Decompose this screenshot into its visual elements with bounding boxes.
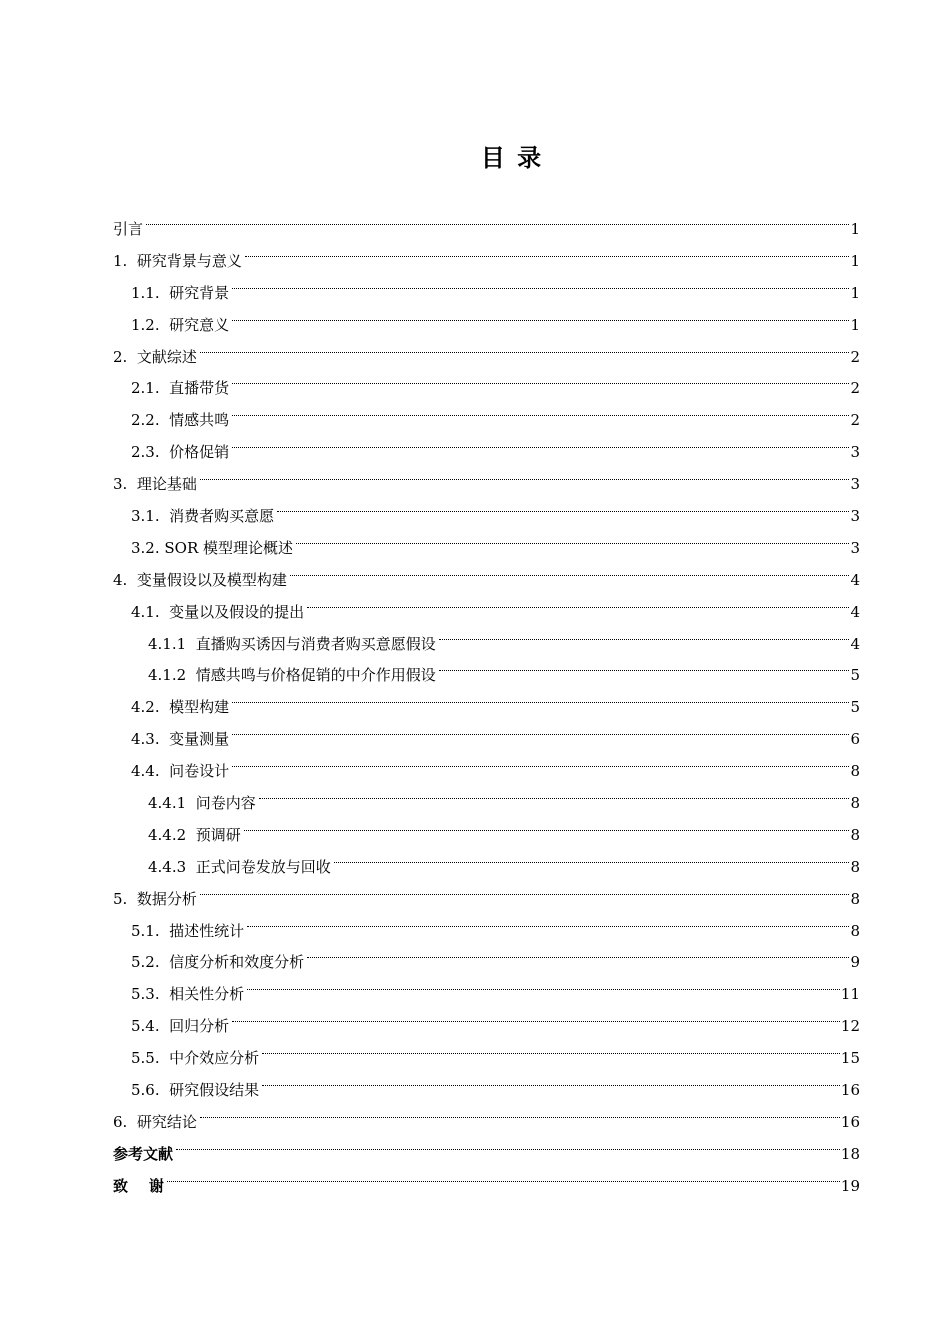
- toc-entry[interactable]: [113, 457, 860, 494]
- toc-entry[interactable]: [113, 330, 860, 366]
- toc-entry-title: 1. 研究背景与意义: [113, 251, 242, 270]
- toc-page-number: 12: [840, 1017, 860, 1036]
- toc-page-number: 1: [850, 220, 860, 238]
- toc-dot-leader: [307, 935, 849, 967]
- toc-page-number: 8: [850, 825, 860, 844]
- toc-entry[interactable]: [113, 1127, 860, 1163]
- toc-entry-title: 5.4. 回归分析: [131, 1017, 230, 1036]
- toc-dot-leader: [277, 489, 849, 521]
- toc-dot-leader: [232, 680, 849, 712]
- toc-page-number: 8: [850, 762, 860, 781]
- toc-entry-title: 4.1.1 直播购买诱因与消费者购买意愿假设: [148, 634, 436, 653]
- toc-entry-title: 4.4.3 正式问卷发放与回收: [148, 857, 331, 876]
- toc-page-number: 2: [850, 379, 860, 398]
- toc-dot-leader: [232, 266, 849, 298]
- toc-dot-leader: [167, 1159, 840, 1191]
- toc-entry[interactable]: [113, 489, 860, 526]
- toc-entry-title: 1.2. 研究意义: [131, 315, 230, 334]
- toc-dot-leader: [439, 617, 850, 649]
- toc-entry-title: 引言: [113, 220, 144, 238]
- toc-entry-title: 4.4.2 预调研: [148, 825, 241, 844]
- toc-dot-leader: [176, 1127, 840, 1159]
- toc-dot-leader: [200, 1095, 840, 1127]
- toc-page-number: 3: [850, 538, 860, 557]
- toc-dot-leader: [232, 744, 849, 776]
- toc-dot-leader: [247, 904, 849, 936]
- toc-page-number: 11: [840, 985, 860, 1004]
- toc-dot-leader: [232, 298, 849, 330]
- toc-entry[interactable]: [113, 234, 860, 270]
- toc-entry-title: 4.4.1 问卷内容: [148, 794, 256, 813]
- toc-entry[interactable]: [113, 361, 860, 398]
- toc-page-number: 8: [850, 794, 860, 813]
- toc-entry-title: 4.4. 问卷设计: [131, 762, 230, 781]
- toc-entry-title: 5. 数据分析: [113, 889, 197, 908]
- toc-page-number: 8: [850, 921, 860, 940]
- toc-entry-title: 2.2. 情感共鸣: [131, 411, 230, 430]
- toc-dot-leader: [200, 872, 850, 904]
- toc-dot-leader: [439, 648, 850, 680]
- toc-entry-title: 4. 变量假设以及模型构建: [113, 570, 287, 589]
- toc-entry[interactable]: [113, 1095, 860, 1131]
- toc-entry-title: 5.6. 研究假设结果: [131, 1081, 260, 1100]
- toc-entry-title: 4.3. 变量测量: [131, 730, 230, 749]
- toc-page-number: 6: [850, 730, 860, 749]
- toc-page-number: 3: [850, 475, 860, 494]
- toc-page-number: 16: [840, 1081, 860, 1100]
- toc-entry-title: 5.1. 描述性统计: [131, 921, 245, 940]
- toc-dot-leader: [232, 361, 849, 393]
- toc-page-number: 3: [850, 443, 860, 462]
- toc-dot-leader: [232, 999, 840, 1031]
- toc-page-number: 5: [850, 666, 860, 685]
- toc-entry-title: 5.3. 相关性分析: [131, 985, 245, 1004]
- toc-page-number: 2: [850, 347, 860, 366]
- toc-page-number: 8: [850, 857, 860, 876]
- toc-entry[interactable]: [113, 202, 860, 238]
- toc-page-number: 16: [840, 1112, 860, 1131]
- toc-dot-leader: [244, 808, 850, 840]
- toc-page-number: 15: [840, 1049, 860, 1068]
- toc-page-number: 2: [850, 411, 860, 430]
- toc-dot-leader: [232, 393, 849, 425]
- toc-entry-title: 3.1. 消费者购买意愿: [131, 507, 275, 526]
- toc-page-number: 1: [850, 251, 860, 270]
- toc-page-number: 4: [850, 602, 860, 621]
- toc-page-number: 19: [840, 1176, 860, 1195]
- toc-entry-title: 2.3. 价格促销: [131, 443, 230, 462]
- toc-page-number: 4: [850, 570, 860, 589]
- toc-page-number: 3: [850, 507, 860, 526]
- toc-entry-title: 1.1. 研究背景: [131, 283, 230, 302]
- toc-page-number: 1: [850, 315, 860, 334]
- table-of-contents: [113, 202, 860, 1195]
- toc-entry-title: 5.2. 信度分析和效度分析: [131, 953, 305, 972]
- toc-dot-leader: [296, 521, 849, 553]
- toc-dot-leader: [232, 712, 849, 744]
- toc-entry-title: 6. 研究结论: [113, 1112, 197, 1131]
- toc-dot-leader: [334, 840, 850, 872]
- toc-entry-title: 3. 理论基础: [113, 475, 197, 494]
- toc-dot-leader: [247, 967, 840, 999]
- toc-entry-title: 5.5. 中介效应分析: [131, 1049, 260, 1068]
- toc-entry[interactable]: [113, 872, 860, 908]
- toc-entry-title: 致 谢: [113, 1176, 164, 1195]
- toc-page-number: 5: [850, 698, 860, 717]
- toc-dot-leader: [262, 1031, 840, 1063]
- toc-entry-title: 参考文献: [113, 1144, 174, 1163]
- toc-page-number: 1: [850, 283, 860, 302]
- toc-entry-title: 4.1.2 情感共鸣与价格促销的中介作用假设: [148, 666, 436, 685]
- toc-dot-leader: [146, 202, 849, 234]
- toc-dot-leader: [200, 457, 850, 489]
- toc-entry[interactable]: [113, 904, 860, 940]
- toc-page-number: 9: [850, 953, 860, 972]
- toc-dot-leader: [232, 425, 849, 457]
- toc-dot-leader: [259, 776, 850, 808]
- toc-page-number: 4: [850, 634, 860, 653]
- toc-dot-leader: [290, 553, 850, 585]
- toc-entry-title: 3.2. SOR 模型理论概述: [131, 538, 294, 557]
- toc-dot-leader: [307, 585, 849, 617]
- toc-entry-title: 2.1. 直播带货: [131, 379, 230, 398]
- toc-dot-leader: [200, 330, 850, 362]
- toc-dot-leader: [262, 1063, 840, 1095]
- toc-page-number: 8: [850, 889, 860, 908]
- toc-entry[interactable]: [113, 1159, 860, 1195]
- toc-entry-title: 4.2. 模型构建: [131, 698, 230, 717]
- toc-page-number: 18: [840, 1144, 860, 1163]
- toc-dot-leader: [245, 234, 850, 266]
- toc-entry-title: 4.1. 变量以及假设的提出: [131, 602, 305, 621]
- page-title: 目 录: [480, 144, 544, 172]
- toc-entry-title: 2. 文献综述: [113, 347, 197, 366]
